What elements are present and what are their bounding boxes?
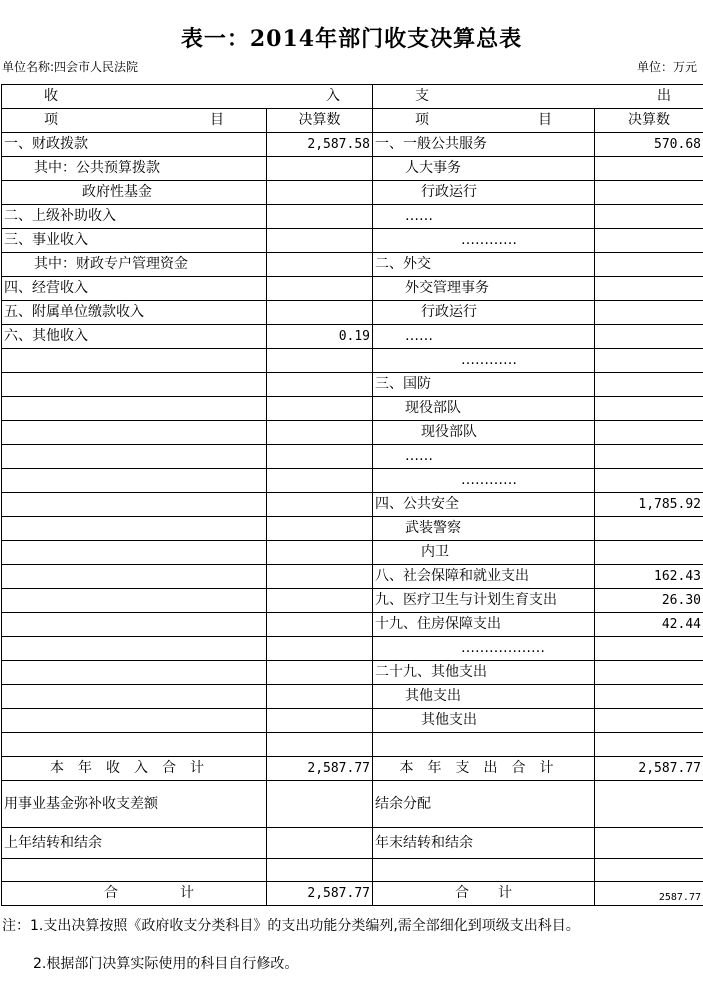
- expense-value: [595, 373, 703, 397]
- income-value: [267, 613, 373, 637]
- year-income-value: 2,587.77: [267, 757, 373, 781]
- income-value: [267, 517, 373, 541]
- income-value: [267, 637, 373, 661]
- income-item: 六、其他收入: [2, 325, 267, 349]
- expense-item: …………: [373, 469, 595, 493]
- table-row: [2, 301, 703, 325]
- table-row: [2, 373, 703, 397]
- income-value: [267, 469, 373, 493]
- income-value: [267, 493, 373, 517]
- expense-item: 八、社会保障和就业支出: [373, 565, 595, 589]
- note-2: 2.根据部门决算实际使用的科目自行修改。: [33, 956, 299, 972]
- income-value: [267, 685, 373, 709]
- year-expense-value: 2,587.77: [595, 757, 703, 781]
- expense-item: …………: [373, 349, 595, 373]
- prev-balance-value: [267, 828, 373, 859]
- expense-value: [595, 205, 703, 229]
- expense-item: 现役部队: [373, 397, 595, 421]
- expense-value: [595, 637, 703, 661]
- income-item: [2, 637, 267, 661]
- income-item: [2, 685, 267, 709]
- expense-value: 1,785.92: [595, 493, 703, 517]
- expense-value: [595, 517, 703, 541]
- grand-expense-label: 合 计: [373, 882, 595, 906]
- expense-value: 570.68: [595, 133, 703, 157]
- table-row: [2, 637, 703, 661]
- table-row: [2, 397, 703, 421]
- income-value: [267, 301, 373, 325]
- expense-value: [595, 181, 703, 205]
- blank-row: [2, 859, 703, 882]
- unit-name: 单位名称:四会市人民法院: [2, 60, 139, 74]
- expense-amount-header: 决算数: [595, 109, 703, 133]
- expense-item: 九、医疗卫生与计划生育支出: [373, 589, 595, 613]
- expense-value: [595, 685, 703, 709]
- table-row: [2, 613, 703, 637]
- year-total-row: [2, 757, 703, 781]
- unit-measure: 单位：万元: [636, 60, 697, 74]
- balance-row: [2, 828, 703, 859]
- table-row: [2, 253, 703, 277]
- expense-value: [595, 229, 703, 253]
- income-item: [2, 445, 267, 469]
- page-title: 表一：2014年部门收支决算总表: [180, 26, 523, 52]
- expense-item: 十九、住房保障支出: [373, 613, 595, 637]
- expense-item-header: 项 目: [373, 109, 595, 133]
- table-row: [2, 493, 703, 517]
- expense-item: ………………: [373, 637, 595, 661]
- table-row: [2, 517, 703, 541]
- income-value: [267, 589, 373, 613]
- expense-value: [595, 349, 703, 373]
- table-row: [2, 469, 703, 493]
- expense-item: 内卫: [373, 541, 595, 565]
- income-value: [267, 565, 373, 589]
- table-row: [2, 181, 703, 205]
- expense-value: 42.44: [595, 613, 703, 637]
- income-item: [2, 661, 267, 685]
- expense-value: [595, 445, 703, 469]
- grand-expense-value: 2587.77: [595, 882, 703, 906]
- fund-row: [2, 781, 703, 828]
- expense-value: 26.30: [595, 589, 703, 613]
- expense-value: [595, 277, 703, 301]
- expense-header: 支 出: [373, 85, 703, 109]
- income-item: [2, 733, 267, 757]
- income-item: [2, 349, 267, 373]
- expense-item: 现役部队: [373, 421, 595, 445]
- expense-value: [595, 325, 703, 349]
- fund-value: [267, 781, 373, 828]
- income-item: [2, 565, 267, 589]
- income-header: 收 入: [2, 85, 373, 109]
- income-value: [267, 373, 373, 397]
- expense-value: [595, 709, 703, 733]
- income-item: [2, 469, 267, 493]
- table-row: [2, 565, 703, 589]
- income-value: [267, 253, 373, 277]
- income-item: [2, 421, 267, 445]
- surplus-label: 结余分配: [373, 781, 595, 828]
- income-value: [267, 349, 373, 373]
- expense-item: 其他支出: [373, 685, 595, 709]
- table-row: [2, 541, 703, 565]
- expense-item: 武装警察: [373, 517, 595, 541]
- income-item: 其中：财政专户管理资金: [2, 253, 267, 277]
- income-item: [2, 541, 267, 565]
- income-value: [267, 157, 373, 181]
- income-item: 一、财政拨款: [2, 133, 267, 157]
- expense-item: 行政运行: [373, 301, 595, 325]
- table-row: [2, 589, 703, 613]
- fund-label: 用事业基金弥补收支差额: [2, 781, 267, 828]
- income-value: 0.19: [267, 325, 373, 349]
- grand-income-label: 合 计: [2, 882, 267, 906]
- year-income-label: 本年收入合计: [2, 757, 267, 781]
- table-row: [2, 685, 703, 709]
- expense-item: 外交管理事务: [373, 277, 595, 301]
- expense-item: [373, 733, 595, 757]
- income-amount-header: 决算数: [267, 109, 373, 133]
- expense-value: [595, 733, 703, 757]
- income-item: [2, 709, 267, 733]
- end-balance-value: [595, 828, 703, 859]
- income-item: 二、上级补助收入: [2, 205, 267, 229]
- expense-item: 其他支出: [373, 709, 595, 733]
- expense-item: 二、外交: [373, 253, 595, 277]
- header-row-1: [2, 85, 703, 109]
- income-item: 四、经营收入: [2, 277, 267, 301]
- table-row: [2, 277, 703, 301]
- note-1: 注：1.支出决算按照《政府收支分类科目》的支出功能分类编列,需全部细化到项级支出科目。: [2, 918, 580, 934]
- income-item: 三、事业收入: [2, 229, 267, 253]
- income-value: [267, 277, 373, 301]
- expense-value: [595, 421, 703, 445]
- income-item: 其中：公共预算拨款: [2, 157, 267, 181]
- expense-item: 一、一般公共服务: [373, 133, 595, 157]
- table-row: [2, 229, 703, 253]
- income-value: [267, 709, 373, 733]
- income-item: [2, 493, 267, 517]
- income-value: 2,587.58: [267, 133, 373, 157]
- expense-value: [595, 253, 703, 277]
- expense-item: 人大事务: [373, 157, 595, 181]
- table-row: [2, 709, 703, 733]
- income-item: [2, 613, 267, 637]
- end-balance-label: 年末结转和结余: [373, 828, 595, 859]
- income-item: 政府性基金: [2, 181, 267, 205]
- summary-table: [1, 84, 703, 906]
- table-row: [2, 157, 703, 181]
- table-row: [2, 205, 703, 229]
- table-row: [2, 421, 703, 445]
- expense-value: 162.43: [595, 565, 703, 589]
- expense-value: [595, 301, 703, 325]
- table-row: [2, 349, 703, 373]
- income-value: [267, 421, 373, 445]
- header-row-2: [2, 109, 703, 133]
- grand-total-row: [2, 882, 703, 906]
- income-item-header: 项 目: [2, 109, 267, 133]
- expense-item: ……: [373, 445, 595, 469]
- expense-item: 三、国防: [373, 373, 595, 397]
- income-value: [267, 181, 373, 205]
- expense-item: …………: [373, 229, 595, 253]
- income-item: [2, 517, 267, 541]
- table-row: [2, 133, 703, 157]
- table-row: [2, 661, 703, 685]
- prev-balance-label: 上年结转和结余: [2, 828, 267, 859]
- expense-item: 四、公共安全: [373, 493, 595, 517]
- income-value: [267, 445, 373, 469]
- expense-value: [595, 397, 703, 421]
- expense-value: [595, 157, 703, 181]
- income-value: [267, 205, 373, 229]
- income-item: [2, 373, 267, 397]
- surplus-value: [595, 781, 703, 828]
- expense-value: [595, 469, 703, 493]
- table-row: [2, 325, 703, 349]
- income-value: [267, 229, 373, 253]
- grand-income-value: 2,587.77: [267, 882, 373, 906]
- income-value: [267, 541, 373, 565]
- income-value: [267, 661, 373, 685]
- income-item: 五、附属单位缴款收入: [2, 301, 267, 325]
- table-row: [2, 733, 703, 757]
- income-item: [2, 397, 267, 421]
- income-value: [267, 733, 373, 757]
- expense-item: ……: [373, 325, 595, 349]
- expense-value: [595, 661, 703, 685]
- expense-item: 二十九、其他支出: [373, 661, 595, 685]
- income-item: [2, 589, 267, 613]
- year-expense-label: 本年支出合计: [373, 757, 595, 781]
- expense-item: ……: [373, 205, 595, 229]
- table-row: [2, 445, 703, 469]
- income-value: [267, 397, 373, 421]
- expense-item: 行政运行: [373, 181, 595, 205]
- expense-value: [595, 541, 703, 565]
